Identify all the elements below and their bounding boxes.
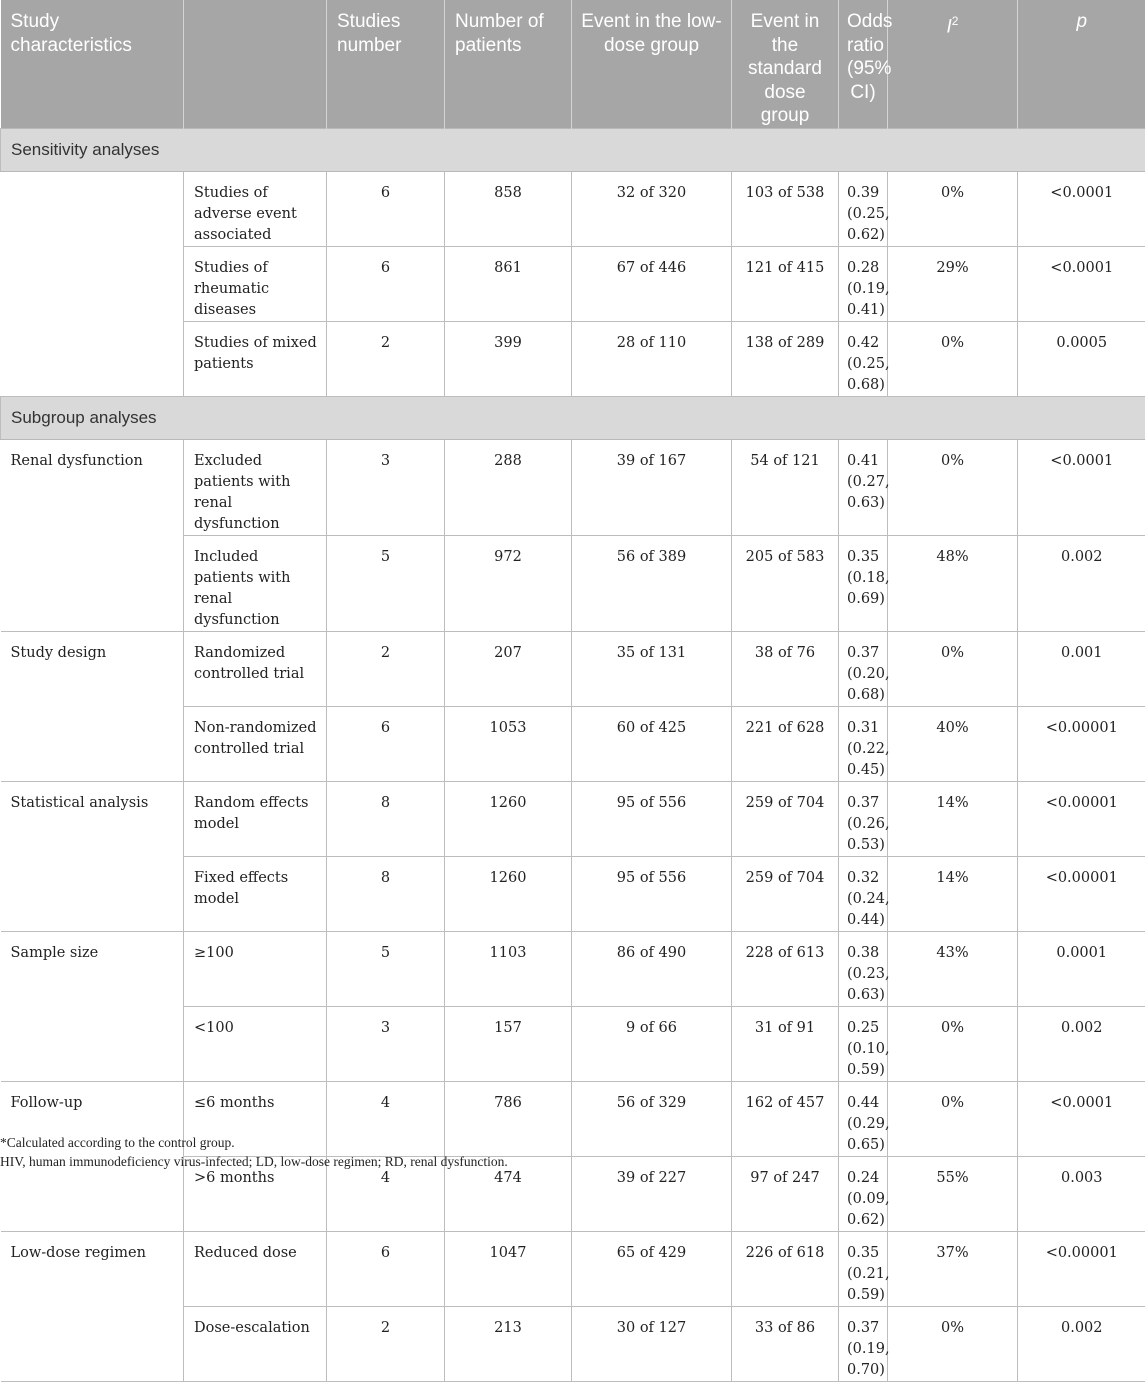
group-cell: Renal dysfunction	[1, 439, 184, 631]
low-dose-cell: 86 of 490	[572, 931, 732, 1006]
i2-cell: 0%	[888, 439, 1018, 535]
patients-cell: 1047	[445, 1231, 572, 1306]
odds-ratio-cell: 0.32 (0.24, 0.44)	[839, 856, 888, 931]
footnote-calculated: *Calculated according to the control group.	[0, 1133, 508, 1152]
odds-ratio-cell: 0.42 (0.25, 0.68)	[839, 321, 888, 396]
standard-dose-cell: 138 of 289	[732, 321, 839, 396]
studies-cell: 5	[327, 535, 445, 631]
odds-ratio-cell: 0.38 (0.23, 0.63)	[839, 931, 888, 1006]
studies-cell: 2	[327, 631, 445, 706]
low-dose-cell: 65 of 429	[572, 1231, 732, 1306]
patients-cell: 399	[445, 321, 572, 396]
p-value-cell: <0.00001	[1018, 1231, 1145, 1306]
low-dose-cell: 60 of 425	[572, 706, 732, 781]
low-dose-cell: 95 of 556	[572, 781, 732, 856]
header-event-standard-dose: Event in the standard dose group	[732, 0, 839, 128]
studies-cell: 4	[327, 1081, 445, 1156]
subgroup-cell: Non-randomized controlled trial	[184, 706, 327, 781]
p-value-cell: <0.0001	[1018, 439, 1145, 535]
low-dose-cell: 95 of 556	[572, 856, 732, 931]
i2-cell: 48%	[888, 535, 1018, 631]
low-dose-cell: 9 of 66	[572, 1006, 732, 1081]
patients-cell: 972	[445, 535, 572, 631]
group-cell	[1, 171, 184, 396]
odds-ratio-cell: 0.44 (0.29, 0.65)	[839, 1081, 888, 1156]
p-value-cell: 0.002	[1018, 1306, 1145, 1381]
p-value-cell: <0.00001	[1018, 706, 1145, 781]
standard-dose-cell: 31 of 91	[732, 1006, 839, 1081]
studies-cell: 3	[327, 1006, 445, 1081]
table-row	[1, 1231, 1145, 1306]
i2-cell: 40%	[888, 706, 1018, 781]
subgroup-cell: Reduced dose	[184, 1231, 327, 1306]
header-row	[1, 0, 1145, 128]
subgroup-cell: Randomized controlled trial	[184, 631, 327, 706]
standard-dose-cell: 54 of 121	[732, 439, 839, 535]
table-row	[1, 931, 1145, 1006]
studies-cell: 2	[327, 321, 445, 396]
patients-cell: 1103	[445, 931, 572, 1006]
subgroup-cell: >6 months	[184, 1156, 327, 1231]
p-value-cell: <0.0001	[1018, 246, 1145, 321]
header-blank	[184, 0, 327, 128]
i2-cell: 14%	[888, 781, 1018, 856]
p-value-cell: <0.00001	[1018, 856, 1145, 931]
p-value-cell: <0.00001	[1018, 781, 1145, 856]
i2-letter: I	[947, 16, 952, 37]
odds-ratio-cell: 0.39 (0.25, 0.62)	[839, 171, 888, 246]
header-studies-number: Studies number	[327, 0, 445, 128]
patients-cell: 786	[445, 1081, 572, 1156]
table-row	[1, 631, 1145, 706]
table-row	[1, 781, 1145, 856]
subgroup-cell: Random effects model	[184, 781, 327, 856]
odds-ratio-cell: 0.35 (0.21, 0.59)	[839, 1231, 888, 1306]
odds-ratio-cell: 0.37 (0.26, 0.53)	[839, 781, 888, 856]
standard-dose-cell: 121 of 415	[732, 246, 839, 321]
low-dose-cell: 39 of 227	[572, 1156, 732, 1231]
odds-ratio-cell: 0.24 (0.09, 0.62)	[839, 1156, 888, 1231]
standard-dose-cell: 259 of 704	[732, 856, 839, 931]
low-dose-cell: 67 of 446	[572, 246, 732, 321]
subgroup-cell: Dose-escalation	[184, 1306, 327, 1381]
low-dose-cell: 56 of 389	[572, 535, 732, 631]
group-cell: Study design	[1, 631, 184, 781]
standard-dose-cell: 259 of 704	[732, 781, 839, 856]
group-cell: Low-dose regimen	[1, 1231, 184, 1381]
p-value-cell: <0.0001	[1018, 1081, 1145, 1156]
i2-cell: 0%	[888, 321, 1018, 396]
low-dose-cell: 32 of 320	[572, 171, 732, 246]
footnotes	[0, 1133, 508, 1171]
i2-cell: 14%	[888, 856, 1018, 931]
footnote-abbreviations: HIV, human immunodeficiency virus-infected; LD, low-dose regimen; RD, renal dysfunction.	[0, 1152, 508, 1171]
odds-ratio-cell: 0.25 (0.10, 0.59)	[839, 1006, 888, 1081]
low-dose-cell: 30 of 127	[572, 1306, 732, 1381]
i2-superscript: 2	[952, 14, 959, 28]
subgroup-cell: ≥100	[184, 931, 327, 1006]
p-value-cell: 0.001	[1018, 631, 1145, 706]
i2-cell: 43%	[888, 931, 1018, 1006]
low-dose-cell: 28 of 110	[572, 321, 732, 396]
p-letter: p	[1076, 11, 1087, 32]
table-row	[1, 171, 1145, 246]
patients-cell: 858	[445, 171, 572, 246]
standard-dose-cell: 103 of 538	[732, 171, 839, 246]
studies-cell: 4	[327, 1156, 445, 1231]
studies-cell: 5	[327, 931, 445, 1006]
subgroup-cell: Studies of adverse event associated	[184, 171, 327, 246]
patients-cell: 474	[445, 1156, 572, 1231]
odds-ratio-cell: 0.37 (0.19, 0.70)	[839, 1306, 888, 1381]
patients-cell: 1260	[445, 781, 572, 856]
studies-cell: 6	[327, 171, 445, 246]
standard-dose-cell: 33 of 86	[732, 1306, 839, 1381]
header-i-squared	[888, 0, 1018, 128]
section-row	[1, 128, 1145, 171]
section-row	[1, 396, 1145, 439]
studies-cell: 8	[327, 781, 445, 856]
patients-cell: 157	[445, 1006, 572, 1081]
i2-cell: 0%	[888, 1081, 1018, 1156]
standard-dose-cell: 228 of 613	[732, 931, 839, 1006]
p-value-cell: 0.0001	[1018, 931, 1145, 1006]
odds-ratio-cell: 0.28 (0.19, 0.41)	[839, 246, 888, 321]
studies-cell: 2	[327, 1306, 445, 1381]
patients-cell: 213	[445, 1306, 572, 1381]
studies-cell: 8	[327, 856, 445, 931]
p-value-cell: 0.002	[1018, 1006, 1145, 1081]
standard-dose-cell: 205 of 583	[732, 535, 839, 631]
p-value-cell: 0.0005	[1018, 321, 1145, 396]
subgroup-cell: Excluded patients with renal dysfunction	[184, 439, 327, 535]
section-title-sensitivity: Sensitivity analyses	[1, 128, 1145, 171]
standard-dose-cell: 226 of 618	[732, 1231, 839, 1306]
group-cell: Follow-up	[1, 1081, 184, 1231]
low-dose-cell: 35 of 131	[572, 631, 732, 706]
header-p-value	[1018, 0, 1145, 128]
subgroup-cell: Studies of rheumatic diseases	[184, 246, 327, 321]
subgroup-cell: ≤6 months	[184, 1081, 327, 1156]
odds-ratio-cell: 0.31 (0.22, 0.45)	[839, 706, 888, 781]
patients-cell: 1053	[445, 706, 572, 781]
patients-cell: 288	[445, 439, 572, 535]
odds-ratio-cell: 0.37 (0.20, 0.68)	[839, 631, 888, 706]
i2-cell: 0%	[888, 1006, 1018, 1081]
i2-cell: 55%	[888, 1156, 1018, 1231]
studies-cell: 3	[327, 439, 445, 535]
table-row	[1, 439, 1145, 535]
studies-cell: 6	[327, 246, 445, 321]
i2-cell: 29%	[888, 246, 1018, 321]
subgroup-cell: <100	[184, 1006, 327, 1081]
low-dose-cell: 39 of 167	[572, 439, 732, 535]
header-number-of-patients: Number of patients	[445, 0, 572, 128]
standard-dose-cell: 162 of 457	[732, 1081, 839, 1156]
i2-cell: 0%	[888, 1306, 1018, 1381]
odds-ratio-cell: 0.35 (0.18, 0.69)	[839, 535, 888, 631]
patients-cell: 1260	[445, 856, 572, 931]
table-body	[1, 128, 1145, 1381]
group-cell: Sample size	[1, 931, 184, 1081]
patients-cell: 207	[445, 631, 572, 706]
low-dose-cell: 56 of 329	[572, 1081, 732, 1156]
group-cell: Statistical analysis	[1, 781, 184, 931]
i2-cell: 0%	[888, 171, 1018, 246]
subgroup-cell: Fixed effects model	[184, 856, 327, 931]
patients-cell: 861	[445, 246, 572, 321]
header-odds-ratio: Odds ratio (95% CI)	[839, 0, 888, 128]
section-title-subgroup: Subgroup analyses	[1, 396, 1145, 439]
standard-dose-cell: 97 of 247	[732, 1156, 839, 1231]
p-value-cell: 0.002	[1018, 535, 1145, 631]
i2-cell: 0%	[888, 631, 1018, 706]
standard-dose-cell: 221 of 628	[732, 706, 839, 781]
subgroup-cell: Studies of mixed patients	[184, 321, 327, 396]
studies-cell: 6	[327, 1231, 445, 1306]
header-event-low-dose: Event in the low-dose group	[572, 0, 732, 128]
p-value-cell: 0.003	[1018, 1156, 1145, 1231]
standard-dose-cell: 38 of 76	[732, 631, 839, 706]
subgroup-cell: Included patients with renal dysfunction	[184, 535, 327, 631]
header-study-characteristics: Study characteristics	[1, 0, 184, 128]
p-value-cell: <0.0001	[1018, 171, 1145, 246]
studies-cell: 6	[327, 706, 445, 781]
odds-ratio-cell: 0.41 (0.27, 0.63)	[839, 439, 888, 535]
i2-cell: 37%	[888, 1231, 1018, 1306]
